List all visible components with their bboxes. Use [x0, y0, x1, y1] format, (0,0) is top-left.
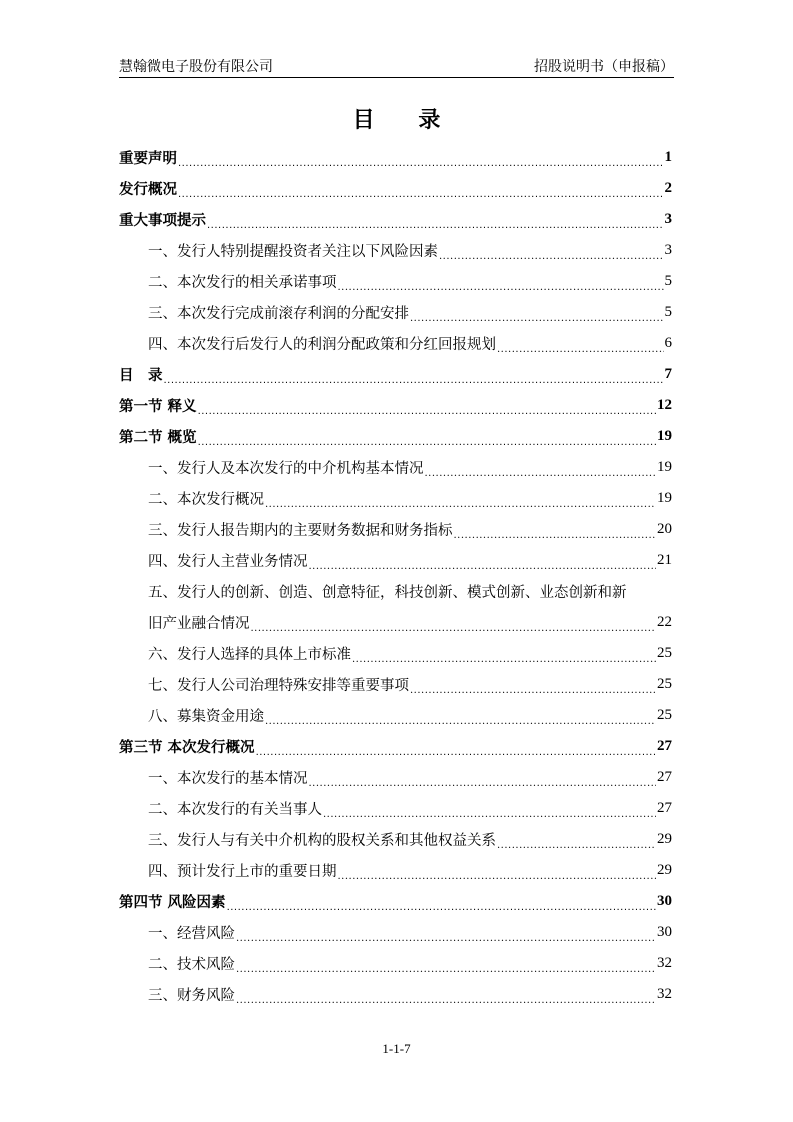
dot-leader [439, 247, 664, 263]
toc-entry[interactable] [119, 545, 672, 576]
toc-entry-page: 30 [657, 893, 672, 909]
toc-entry-title: 四、预计发行上市的重要日期 [148, 864, 337, 880]
toc-entry[interactable] [119, 266, 672, 297]
toc-entry-title: 目 录 [119, 368, 163, 384]
dot-leader [236, 991, 656, 1007]
toc-entry-page: 32 [657, 955, 672, 971]
company-name: 慧翰微电子股份有限公司 [119, 59, 273, 75]
toc-entry-title: 旧产业融合情况 [148, 616, 250, 632]
toc-entry-title: 二、本次发行的有关当事人 [148, 802, 322, 818]
dot-leader [410, 309, 664, 325]
toc-entry-page: 30 [657, 924, 672, 940]
toc-entry-title: 重大事项提示 [119, 213, 206, 229]
toc-entry[interactable] [119, 576, 672, 607]
toc-entry[interactable] [119, 390, 672, 421]
toc-entry-page: 27 [657, 769, 672, 785]
page-header [119, 56, 674, 78]
toc-entry-page: 21 [657, 552, 672, 568]
toc-entry-page: 19 [657, 428, 672, 444]
toc-entry[interactable] [119, 421, 672, 452]
toc-entry[interactable] [119, 452, 672, 483]
toc-entry[interactable] [119, 483, 672, 514]
toc-entry[interactable] [119, 173, 672, 204]
toc-entry[interactable] [119, 638, 672, 669]
toc-entry-title: 三、发行人报告期内的主要财务数据和财务指标 [148, 523, 453, 539]
toc-entry-page: 27 [657, 800, 672, 816]
toc-entry-title: 重要声明 [119, 151, 177, 167]
toc-entry[interactable] [119, 855, 672, 886]
dot-leader [178, 185, 664, 201]
toc-entry-page: 1 [664, 149, 672, 165]
dot-leader [236, 929, 656, 945]
toc-entry-title: 六、发行人选择的具体上市标准 [148, 647, 351, 663]
dot-leader [323, 805, 656, 821]
toc-entry[interactable] [119, 762, 672, 793]
toc-entry-page: 29 [657, 831, 672, 847]
dot-leader [338, 278, 664, 294]
dot-leader [207, 216, 664, 232]
toc-entry[interactable] [119, 297, 672, 328]
dot-leader [352, 650, 656, 666]
toc-entry-title: 三、财务风险 [148, 988, 235, 1004]
toc-entry[interactable] [119, 917, 672, 948]
dot-leader [236, 960, 656, 976]
document-type: 招股说明书（申报稿） [534, 59, 674, 75]
toc-entry[interactable] [119, 514, 672, 545]
dot-leader [309, 557, 657, 573]
toc-entry[interactable] [119, 669, 672, 700]
toc-entry-title: 二、本次发行概况 [148, 492, 264, 508]
dot-leader [454, 526, 657, 542]
toc-entry-page: 25 [657, 676, 672, 692]
toc-entry-title: 七、发行人公司治理特殊安排等重要事项 [148, 678, 409, 694]
toc-entry-page: 6 [664, 335, 672, 351]
toc-entry-page: 32 [657, 986, 672, 1002]
toc-entry-page: 12 [657, 397, 672, 413]
dot-leader [338, 867, 657, 883]
toc-entry[interactable] [119, 700, 672, 731]
page-number: 1-1-7 [382, 1041, 411, 1056]
toc-entry-page: 19 [657, 490, 672, 506]
toc-entry[interactable] [119, 328, 672, 359]
toc-entry-title: 四、发行人主营业务情况 [148, 554, 308, 570]
toc-entry-title: 二、技术风险 [148, 957, 235, 973]
table-of-contents [119, 142, 672, 1010]
toc-entry[interactable] [119, 948, 672, 979]
toc-entry-title: 三、本次发行完成前滚存利润的分配安排 [148, 306, 409, 322]
dot-leader [178, 154, 664, 170]
toc-entry-page: 19 [657, 459, 672, 475]
toc-entry-title: 二、本次发行的相关承诺事项 [148, 275, 337, 291]
dot-leader [256, 743, 656, 759]
toc-entry-page: 3 [664, 211, 672, 227]
toc-entry-page: 5 [664, 304, 672, 320]
toc-entry-title: 第三节 本次发行概况 [119, 740, 255, 756]
toc-entry-page: 29 [657, 862, 672, 878]
dot-leader [164, 371, 664, 387]
toc-entry-title: 一、本次发行的基本情况 [148, 771, 308, 787]
dot-leader [497, 836, 656, 852]
toc-entry-page: 5 [664, 273, 672, 289]
toc-entry-page: 22 [657, 614, 672, 630]
toc-entry-title: 第四节 风险因素 [119, 895, 226, 911]
toc-entry[interactable] [119, 886, 672, 917]
toc-entry[interactable] [119, 235, 672, 266]
toc-entry-title: 第二节 概览 [119, 430, 197, 446]
toc-entry[interactable] [119, 204, 672, 235]
dot-leader [198, 402, 656, 418]
toc-entry-title: 一、发行人特别提醒投资者关注以下风险因素 [148, 244, 438, 260]
toc-entry-title: 五、发行人的创新、创造、创意特征，科技创新、模式创新、业态创新和新 [148, 585, 627, 601]
toc-entry[interactable] [119, 142, 672, 173]
toc-entry[interactable] [119, 979, 672, 1010]
dot-leader [265, 712, 656, 728]
toc-entry-title: 四、本次发行后发行人的利润分配政策和分红回报规划 [148, 337, 496, 353]
toc-entry-title: 第一节 释义 [119, 399, 197, 415]
toc-entry[interactable] [119, 359, 672, 390]
dot-leader [497, 340, 664, 356]
dot-leader [410, 681, 656, 697]
page-title: 目 录 [352, 108, 459, 133]
dot-leader [265, 495, 656, 511]
toc-entry-title: 一、经营风险 [148, 926, 235, 942]
toc-entry[interactable] [119, 607, 672, 638]
dot-leader [425, 464, 657, 480]
toc-entry[interactable] [119, 824, 672, 855]
toc-entry-page: 7 [664, 366, 672, 382]
toc-entry-title: 三、发行人与有关中介机构的股权关系和其他权益关系 [148, 833, 496, 849]
toc-entry-page: 3 [664, 242, 672, 258]
toc-entry[interactable] [119, 731, 672, 762]
toc-entry[interactable] [119, 793, 672, 824]
toc-entry-page: 27 [657, 738, 672, 754]
toc-entry-page: 2 [664, 180, 672, 196]
dot-leader [309, 774, 657, 790]
dot-leader [251, 619, 657, 635]
toc-entry-page: 25 [657, 645, 672, 661]
toc-entry-title: 发行概况 [119, 182, 177, 198]
toc-entry-page: 25 [657, 707, 672, 723]
toc-entry-title: 八、募集资金用途 [148, 709, 264, 725]
toc-entry-page: 20 [657, 521, 672, 537]
toc-entry-title: 一、发行人及本次发行的中介机构基本情况 [148, 461, 424, 477]
dot-leader [198, 433, 656, 449]
dot-leader [227, 898, 656, 914]
